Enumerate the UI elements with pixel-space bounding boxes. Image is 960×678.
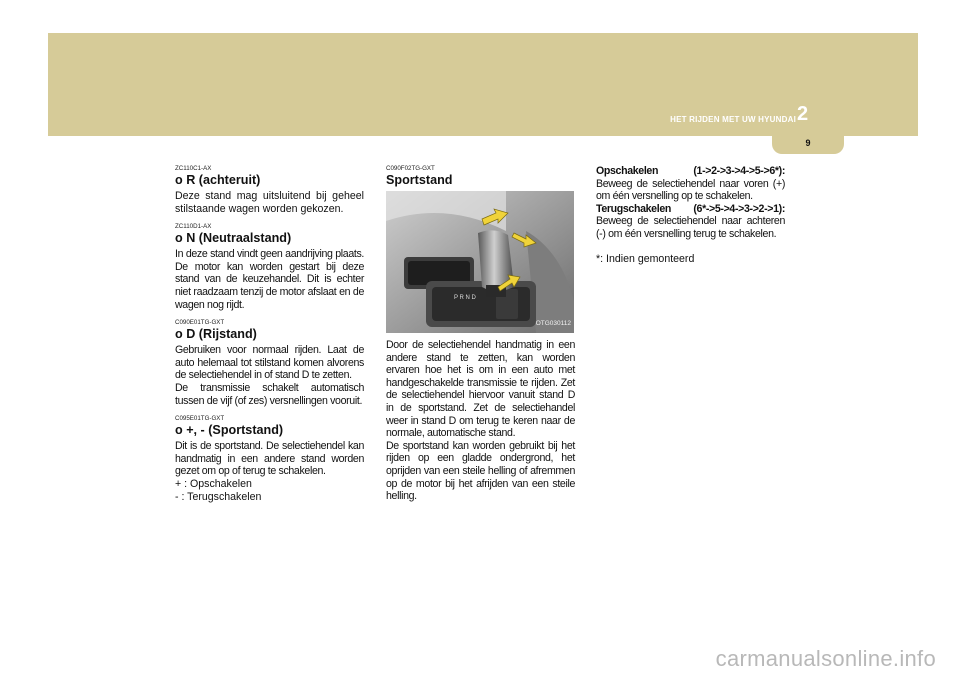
paragraph-r: Deze stand mag uitsluitend bij geheel stilstaande wagen worden gekozen.	[175, 190, 364, 215]
page-number: 9	[805, 138, 811, 148]
upshift-text: Beweeg de selectiehendel naar voren (+) om één versnelling op te schakelen.	[596, 177, 785, 203]
column-middle	[386, 165, 575, 503]
section-code: C090F02TG-GXT	[386, 165, 435, 172]
footnote: *: Indien gemonteerd	[596, 252, 695, 265]
downshift-label: Terugschakelen (6*->5->4->3->2->1):	[596, 202, 785, 215]
section-code: ZC110D1-AX	[175, 223, 212, 231]
section-code: ZC110C1-AX	[175, 165, 212, 172]
image-caption: OTG030112	[535, 320, 571, 328]
section-heading-sport: o +, - (Sportstand)	[175, 423, 284, 438]
paragraph-n: In deze stand vindt geen aandrijving plaats. De motor kan worden gestart bij deze stand van de keuzehandel. Dit is echter niet raadzaam tenzij de motor afslaat en de wagen nog rijdt.	[175, 248, 364, 311]
chapter-number: 2	[797, 103, 809, 125]
watermark: carmanualsonline.info	[715, 646, 936, 671]
gear-shifter-photo	[386, 191, 574, 333]
section-heading-r: o R (achteruit)	[175, 173, 261, 187]
downshift-text: Beweeg de selectiehendel naar achteren (-) om één versnelling terug te schakelen.	[596, 215, 785, 240]
line-upshift: + : Opschakelen	[175, 477, 252, 490]
paragraph-d-1: Gebruiken voor normaal rijden. Laat de auto helemaal tot stilstand komen alvorens de selectiehendel in of stand D te zetten.	[175, 344, 364, 382]
section-heading-d: o D (Rijstand)	[175, 327, 257, 342]
paragraph-sportstand-2: De sportstand kan worden gebruikt bij het rijden op een gladde ondergrond, het oprijden van een steile helling of afremmen op de motor bij het afrijden van een steile helling.	[386, 439, 575, 503]
column-left	[175, 165, 364, 503]
paragraph-sportstand-1: Door de selectiehendel handmatig in een andere stand te zetten, kan worden ervaren hoe het is om in een auto met handgeschakelde transmissie te rijden. Zet de selectiehendel hiervoor vanuit stand D in de sportstand. Zet de selectiehandel weer in stand D om terug te keren naar de normale, automatische stand.	[386, 339, 575, 440]
chapter-title: HET RIJDEN MET UW HYUNDAI	[670, 115, 796, 124]
section-heading-n: o N (Neutraalstand)	[175, 231, 292, 246]
upshift-label: Opschakelen (1->2->3->4->5->6*):	[596, 165, 785, 177]
section-code: C095E01TG-GXT	[175, 415, 225, 423]
line-downshift: - : Terugschakelen	[175, 490, 262, 503]
svg-text:P R N D: P R N D	[454, 295, 476, 301]
section-heading-sportstand: Sportstand	[386, 173, 453, 187]
gear-shifter-illustration	[386, 191, 574, 333]
paragraph-d-2: De transmissie schakelt automatisch tussen de vijf (of zes) versnellingen vooruit.	[175, 381, 364, 407]
section-code: C090E01TG-GXT	[175, 319, 225, 327]
column-right	[596, 165, 785, 265]
paragraph-sport: Dit is de sportstand. De selectiehendel kan handmatig in een andere stand worden gezet om op of terug te schakelen.	[175, 440, 364, 478]
